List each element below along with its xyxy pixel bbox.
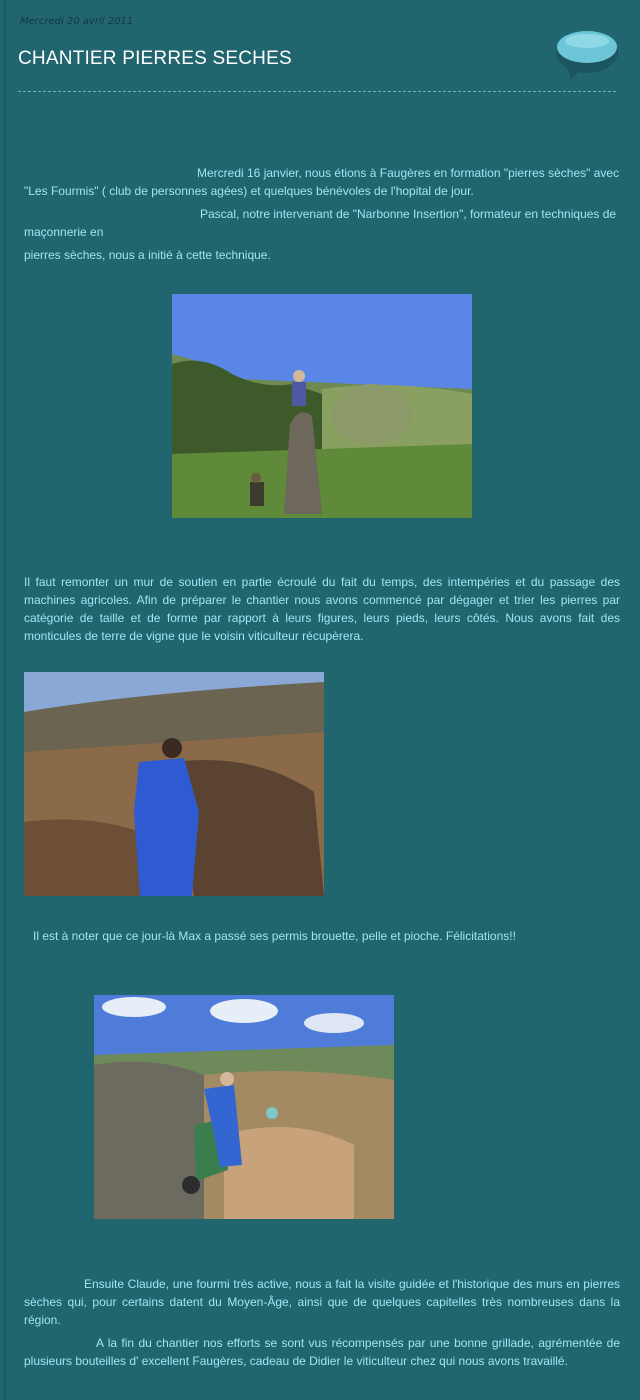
post-date: Mercredi 20 avril 2011 [20,16,134,27]
paragraph-line: maçonnerie en [24,225,104,239]
paragraph: A la fin du chantier nos efforts se sont vus récompensés par une bonne grillade, agrémentée de plusieurs bouteilles d' excellent Faugères, cadeau de Didier le viticulteur chez qui nous avons travaillé. [24,1336,620,1368]
post-title[interactable]: CHANTIER PIERRES SECHES [18,48,292,69]
paragraph-line: "Les Fourmis" ( club de personnes agées) et quelques bénévoles de l'hopital de jour. [24,184,474,198]
photo-digging[interactable] [24,672,324,896]
paragraph: Il faut remonter un mur de soutien en partie écroulé du fait du temps, des intempéries et du passage des machines agricoles. Afin de préparer le chantier nous avons commencé par dégager et trier les pierres par catégorie de taille et de forme par rapport à leurs figures, leurs pieds, leurs côtés. Nous avons fait des monticules de terre de vigne que le voisin viticulteur récupèrera. [24,575,620,643]
title-divider [18,91,616,92]
paragraph-line: Mercredi 16 janvier, nous étions à Faugères en formation "pierres sèches" avec [197,166,620,180]
paragraph-line: Pascal, notre intervenant de "Narbonne Insertion", formateur en techniques de [200,207,617,221]
photo-wheelbarrow[interactable] [94,995,394,1219]
photo-standing-stone[interactable] [172,294,472,518]
paragraph: Il est à noter que ce jour-là Max a passé ses permis brouette, pelle et pioche. Félicitations!! [33,929,516,943]
paragraph-line: pierres sèches, nous a initié à cette technique. [24,248,271,262]
speech-bubble-icon [555,28,619,84]
paragraph: Ensuite Claude, une fourmi très active, nous a fait la visite guidée et l'historique des murs en pierres sèches qui, pour certains datent du Moyen-Âge, ainsi que de quelques capitelles très nombreuses dans la région. [24,1277,620,1327]
